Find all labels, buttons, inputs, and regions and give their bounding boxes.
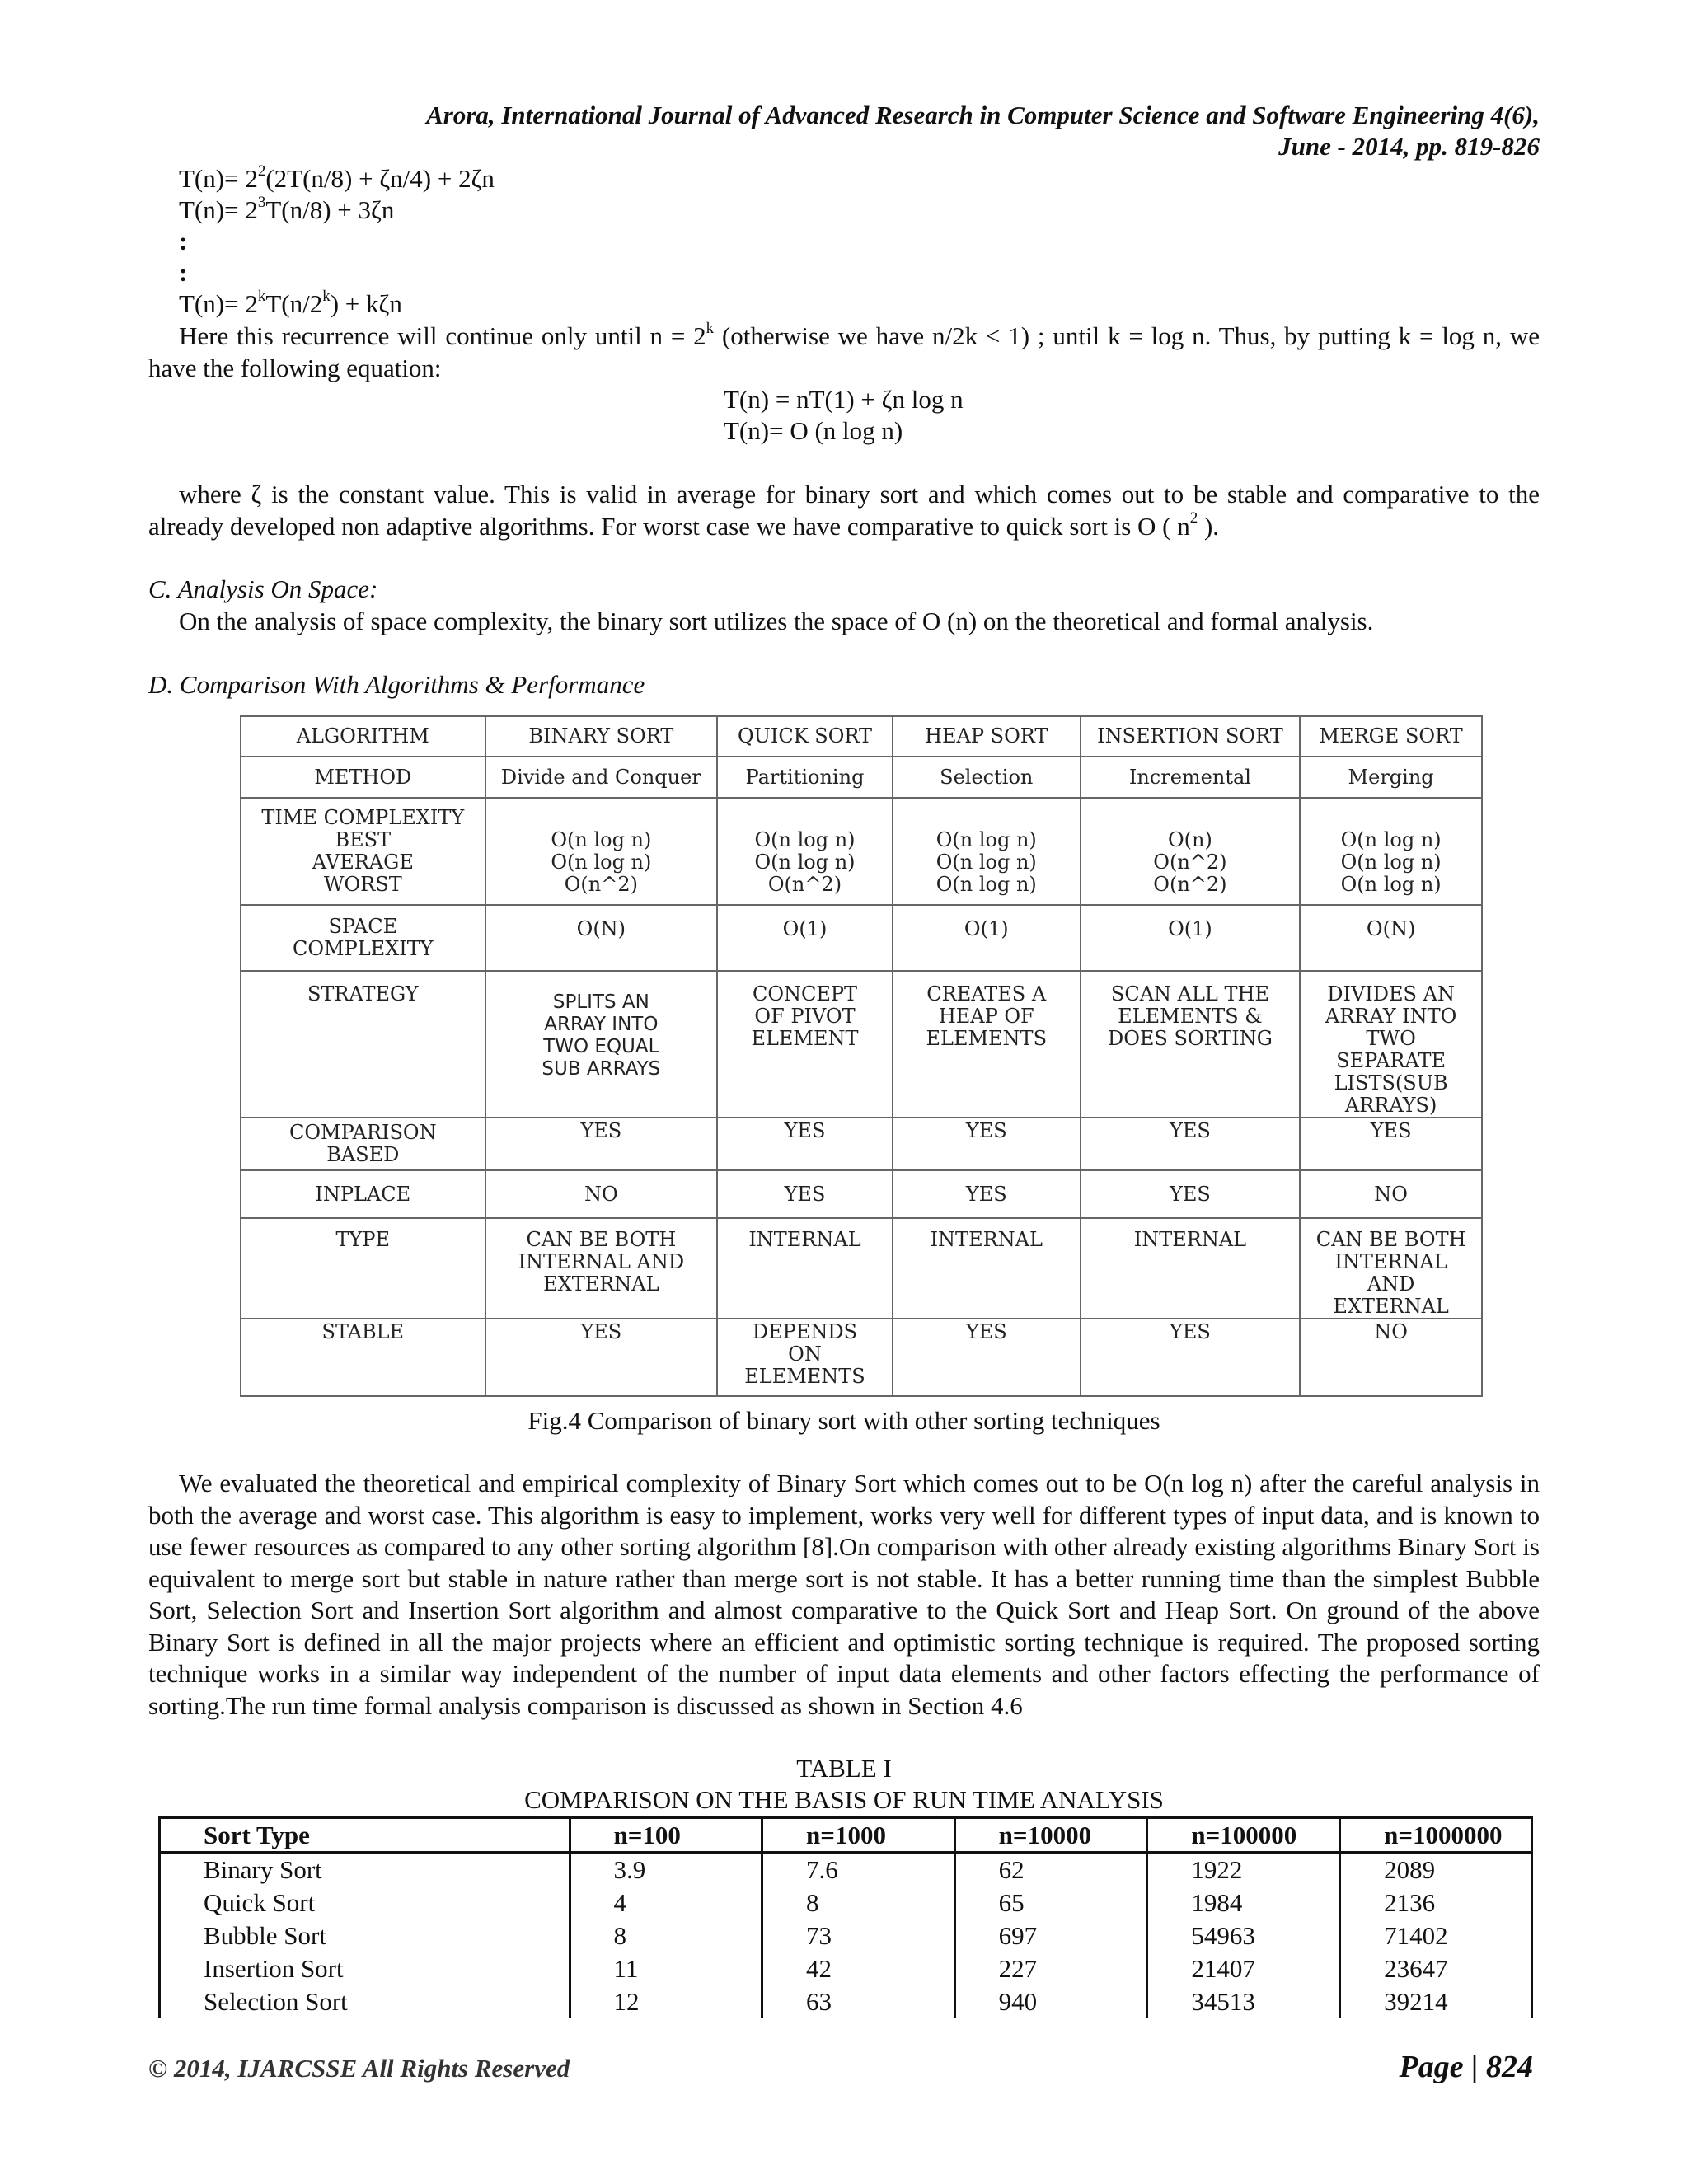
figure-cell: NO [1300,1319,1482,1396]
page-number: Page | 824 [1399,2050,1533,2084]
figure-line: EXTERNAL [1333,1295,1449,1318]
figure-row-label: STABLE [241,1319,485,1396]
figure-cell [717,1319,893,1396]
figure-line: ELEMENTS & [1118,1005,1263,1028]
figure-line: O(n^2) [767,872,842,896]
figure-row-label: STRATEGY [241,971,485,1118]
table1-cell: 697 [954,1919,1147,1952]
running-header-line2: June - 2014, pp. 819-826 [1278,132,1540,161]
table1-cell: 2089 [1340,1853,1532,1886]
figure-header-cell: MERGE SORT [1300,716,1482,757]
section-c-text: On the analysis of space complexity, the binary sort utilizes the space of O (n) on the theoretical and formal analysis. [179,607,1374,635]
figure-line: WORST [323,873,402,896]
figure-cell: YES [893,1319,1081,1396]
figure-cell: YES [485,1319,718,1396]
figure-line: CAN BE BOTH [526,1228,677,1251]
figure-line: O(n log n) [1340,850,1442,874]
figure-line: ELEMENTS [926,1027,1048,1050]
table1-cell: 4 [570,1886,762,1919]
table1-cell: 1984 [1147,1886,1340,1919]
table1-cell: 39214 [1340,1985,1532,2018]
figure-cell [717,798,893,905]
table1-header-cell: Sort Type [160,1818,570,1853]
figure-header-row [241,716,1482,757]
table1-row [160,1985,1532,2018]
figure-line: COMPARISON [289,1121,437,1144]
copyright-footer: © 2014, IJARCSSE All Rights Reserved [148,2054,570,2083]
figure-line: SUB ARRAYS [542,1058,661,1080]
figure-line: O(n log n) [551,850,652,874]
figure-line: BASED [326,1143,400,1166]
table1-cell: 1922 [1147,1853,1340,1886]
figure-row-label: INPLACE [241,1170,485,1218]
figure-cell [1300,971,1482,1118]
figure-line: LISTS(SUB [1334,1071,1448,1094]
figure-cell: YES [717,1170,893,1218]
figure-cell: YES [893,1170,1081,1218]
ellipsis-colon-2: : [179,258,188,287]
figure-cell [1081,971,1301,1118]
table1-cell: Binary Sort [160,1853,570,1886]
table1-cell: 42 [762,1952,955,1985]
figure-line: AND [1367,1272,1415,1296]
figure-cell: YES [893,1118,1081,1170]
figure-cell: Merging [1300,757,1482,798]
figure-line: O(n log n) [754,827,856,851]
figure-line: INTERNAL [1334,1250,1447,1273]
figure-row-label: TYPE [241,1218,485,1319]
figure-cell: YES [1300,1118,1482,1170]
equation-2: $T(n)= 2^3T(n/8) + 3\zeta n$ [179,193,395,224]
table1-subtitle: COMPARISON ON THE BASIS OF RUN TIME ANALYSIS [524,1785,1164,1814]
figure-cell: INTERNAL [1081,1218,1301,1319]
figure-cell: O(N) [485,905,718,971]
figure-line: SEPARATE [1336,1049,1447,1072]
figure-method-row [241,757,1482,798]
table1-cell: 7.6 [762,1853,955,1886]
figure-line: CREATES A [926,982,1047,1005]
figure-header-cell: QUICK SORT [717,716,893,757]
figure-cell: O(1) [1081,905,1301,971]
figure-cell [485,971,718,1118]
table1-cell: 65 [954,1886,1147,1919]
comparison-figure-table [240,715,1483,1397]
figure-cell [485,798,718,905]
figure-cell: Selection [893,757,1081,798]
figure-line: INTERNAL AND [518,1250,685,1273]
figure-line: O(n log n) [1340,872,1442,896]
figure-cell [1081,798,1301,905]
figure-cell: O(N) [1300,905,1482,971]
figure-cell: Partitioning [717,757,893,798]
figure-line: ARRAY INTO [1325,1005,1457,1028]
figure-row-label [241,905,485,971]
table1-cell: Insertion Sort [160,1952,570,1985]
ellipsis-colon-1: : [179,227,188,255]
table1-cell: 227 [954,1952,1147,1985]
table1-row [160,1919,1532,1952]
figure-line: ELEMENTS [744,1365,865,1388]
figure-line: O(n log n) [935,827,1037,851]
figure-comparison-row [241,1118,1482,1170]
figure-line: ON [788,1343,822,1366]
figure-line: O(n) [1167,827,1212,851]
figure-line: O(n log n) [935,850,1037,874]
figure-cell [717,971,893,1118]
running-header-line1: Arora, International Journal of Advanced Research in Computer Science and Software Engineering 4(6), [426,101,1540,129]
figure-line: O(n^2) [1153,850,1227,874]
figure-row-label [241,1118,485,1170]
section-d-heading: D. Comparison With Algorithms & Performance [148,670,645,699]
figure-cell: YES [1081,1118,1301,1170]
figure-line: ARRAY INTO [544,1014,659,1035]
table1-cell: 12 [570,1985,762,2018]
figure-line: AVERAGE [312,851,414,874]
evaluation-paragraph: We evaluated the theoretical and empirical complexity of Binary Sort which comes out to be O(n log n) after the careful analysis in both the average and worst case. This algorithm is easy to implement, works very well for different types of input data, and is known to use fewer resources as compared to any other sorting algorithm [8].On comparison with other already existing algorithms Binary Sort is equivalent to merge sort but stable in nature rather than merge sort is not stable. It has a better running time than the simplest Bubble Sort, Selection Sort and Insertion Sort algorithm and almost comparative to the Quick Sort and Heap Sort. On ground of the above Binary Sort is defined in all the major projects where an efficient and optimistic sorting technique is required. The proposed sorting technique works in a similar way independent of the number of input data elements and other factors effecting the performance of sorting.The run time formal analysis comparison is discussed as shown in Section 4.6 [148,1469,1540,1720]
figure-cell: YES [717,1118,893,1170]
figure-line: EXTERNAL [543,1272,659,1296]
figure-line: DIVIDES AN [1327,982,1455,1005]
table1-row [160,1853,1532,1886]
table1-cell: 3.9 [570,1853,762,1886]
table1-cell: 11 [570,1952,762,1985]
figure-cell: NO [485,1170,718,1218]
figure-line: SCAN ALL THE [1110,982,1269,1005]
figure-time-row [241,798,1482,905]
figure-cell [893,971,1081,1118]
table1-cell: 34513 [1147,1985,1340,2018]
figure-line: O(n log n) [754,850,856,874]
figure-cell: YES [1081,1170,1301,1218]
table1-cell: 23647 [1340,1952,1532,1985]
figure-line: O(n log n) [935,872,1037,896]
figure-line: O(n log n) [551,827,652,851]
table1-cell: 940 [954,1985,1147,2018]
figure-caption: Fig.4 Comparison of binary sort with other sorting techniques [528,1406,1160,1435]
table1-row [160,1886,1532,1919]
figure-cell [485,1218,718,1319]
figure-space-row [241,905,1482,971]
table1-header-cell: n=10000 [954,1818,1147,1853]
table1-cell: Bubble Sort [160,1919,570,1952]
figure-row-label: METHOD [241,757,485,798]
figure-line: DOES SORTING [1107,1027,1273,1050]
figure-line: O(n^2) [564,872,638,896]
equation-result-1: T(n) = nT(1) + ζn log n [724,385,964,414]
table1-cell: Quick Sort [160,1886,570,1919]
table1-cell: Selection Sort [160,1985,570,2018]
table1-header-cell: n=1000000 [1340,1818,1532,1853]
figure-header-cell: BINARY SORT [485,716,718,757]
figure-line: SPLITS AN [552,991,649,1013]
figure-header-cell: ALGORITHM [241,716,485,757]
table1-cell: 63 [762,1985,955,2018]
figure-line: COMPLEXITY [292,937,434,960]
table1-header-cell: n=1000 [762,1818,955,1853]
figure-line: OF PIVOT [754,1005,856,1028]
figure-cell: Incremental [1081,757,1301,798]
figure-line: ARRAYS) [1344,1094,1437,1117]
table1-cell: 71402 [1340,1919,1532,1952]
figure-cell: INTERNAL [893,1218,1081,1319]
figure-line: TWO [1366,1027,1416,1050]
table1-cell: 8 [570,1919,762,1952]
figure-line: TIME COMPLEXITY [261,806,465,829]
figure-line: ELEMENT [751,1027,859,1050]
table1-title: TABLE I [796,1754,892,1783]
table1-cell: 21407 [1147,1952,1340,1985]
figure-row-label [241,798,485,905]
figure-strategy-row [241,971,1482,1118]
table1-cell: 73 [762,1919,955,1952]
equation-3: $T(n)= 2^kT(n/2^k) + k\zeta n$ [179,287,402,318]
section-c-heading: C. Analysis On Space: [148,574,378,603]
figure-line: SPACE [328,915,398,938]
table1-header-cell: n=100 [570,1818,762,1853]
recurrence-paragraph: Here this recurrence will continue only until $n = 2^k$ (otherwise we have n/2k < 1) ; until k = log n. Thus, by putting k = log n, we have the following equation: [148,319,1540,382]
table1-cell: 54963 [1147,1919,1340,1952]
table1-row [160,1952,1532,1985]
figure-header-cell: HEAP SORT [893,716,1081,757]
table1-header-cell: n=100000 [1147,1818,1340,1853]
equation-result-2: T(n)= O (n log n) [724,416,903,445]
table1-cell: 62 [954,1853,1147,1886]
figure-cell [1300,1218,1482,1319]
runtime-comparison-table [158,1816,1533,2018]
table1-cell: 2136 [1340,1886,1532,1919]
table1-header-row [160,1818,1532,1853]
figure-type-row [241,1218,1482,1319]
figure-stable-row [241,1319,1482,1396]
figure-line: O(n log n) [1340,827,1442,851]
figure-cell [893,798,1081,905]
figure-line: O(n^2) [1153,872,1227,896]
figure-line: TWO EQUAL [543,1036,659,1057]
figure-line: CAN BE BOTH [1315,1228,1466,1251]
figure-cell: O(1) [893,905,1081,971]
figure-header-cell: INSERTION SORT [1081,716,1301,757]
figure-cell: INTERNAL [717,1218,893,1319]
figure-cell: YES [485,1118,718,1170]
figure-cell: Divide and Conquer [485,757,718,798]
where-paragraph: where ζ is the constant value. This is valid in average for binary sort and which comes out to be stable and comparative to the already developed non adaptive algorithms. For worst case we have comparative to quick sort is O ( $n^2$ ). [148,480,1540,541]
figure-line: DEPENDS [752,1320,858,1343]
figure-cell: NO [1300,1170,1482,1218]
figure-line: BEST [335,828,392,851]
figure-cell: O(1) [717,905,893,971]
figure-cell [1300,798,1482,905]
figure-inplace-row [241,1170,1482,1218]
figure-cell: YES [1081,1319,1301,1396]
equation-1: $T(n)= 2^2(2T(n/8) + \zeta n/4) + 2\zeta n$ [179,162,495,193]
table1-cell: 8 [762,1886,955,1919]
figure-line: HEAP OF [938,1005,1034,1028]
figure-line: CONCEPT [752,982,858,1005]
